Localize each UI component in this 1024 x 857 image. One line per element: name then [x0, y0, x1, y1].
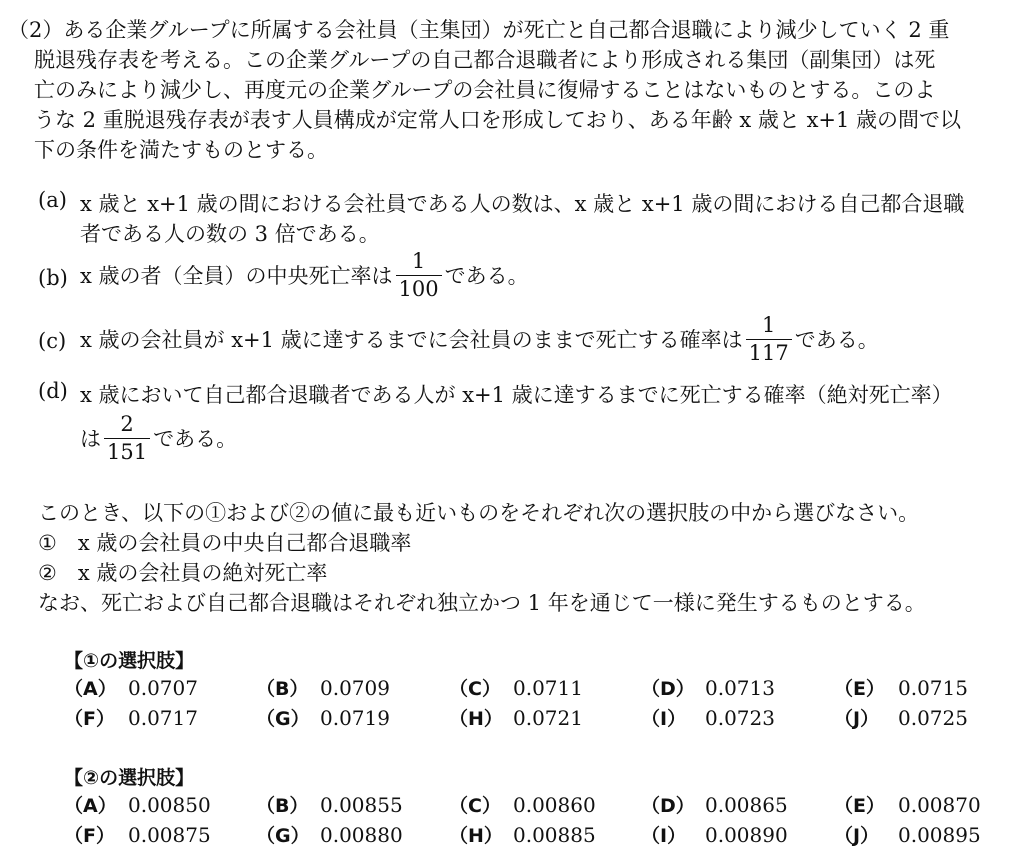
- condition-a-line2: 者である人の数の 3 倍である。: [80, 222, 380, 246]
- choice-option[interactable]: [256, 704, 390, 731]
- choice-value: 0.00870: [898, 793, 981, 817]
- condition-d-label: (d): [38, 379, 68, 403]
- choice-letter: （B）: [256, 795, 309, 817]
- choice-letter: （I）: [641, 825, 687, 847]
- choice-letter: （I）: [641, 708, 687, 730]
- choice-letter: （C）: [449, 678, 501, 700]
- fraction-b-denominator: 100: [396, 275, 442, 300]
- choice-value: 0.0709: [320, 676, 390, 700]
- choice-value: 0.0721: [513, 706, 583, 730]
- choice-value: 0.00855: [320, 793, 403, 817]
- choice-option[interactable]: [64, 821, 211, 848]
- condition-c-text: x 歳の会社員が x+1 歳に達するまでに会社員のままで死亡する確率は: [80, 328, 743, 352]
- choice-letter: （D）: [641, 795, 695, 817]
- condition-c-suffix: である。: [794, 328, 879, 352]
- choice-letter: （H）: [449, 825, 503, 847]
- choice-value: 0.00865: [705, 793, 788, 817]
- choice-option[interactable]: [256, 791, 403, 818]
- choice-value: 0.0713: [705, 676, 775, 700]
- choice-value: 0.00860: [513, 793, 596, 817]
- choice-letter: （G）: [256, 708, 310, 730]
- choice-option[interactable]: [834, 704, 968, 731]
- choice-option[interactable]: [449, 791, 596, 818]
- choice-value: 0.0725: [898, 706, 968, 730]
- choice-letter: （J）: [834, 708, 880, 730]
- choices-2-heading: 【②の選択肢】: [64, 767, 195, 789]
- condition-d-line1: x 歳において自己都合退職者である人が x+1 歳に達するまでに死亡する確率（絶対死亡率）: [80, 383, 953, 407]
- choice-letter: （J）: [834, 825, 880, 847]
- condition-a-line1: x 歳と x+1 歳の間における会社員である人の数は、x 歳と x+1 歳の間における自己都合退職: [80, 192, 965, 216]
- condition-c: [80, 311, 879, 367]
- choice-letter: （A）: [64, 795, 117, 817]
- choice-value: 0.0707: [128, 676, 198, 700]
- choice-value: 0.00850: [128, 793, 211, 817]
- choice-value: 0.00895: [898, 823, 981, 847]
- intro-line-5: 下の条件を満たすものとする。: [34, 138, 328, 162]
- choice-value: 0.00890: [705, 823, 788, 847]
- fraction-d: [104, 411, 150, 464]
- condition-a-label: (a): [38, 188, 67, 212]
- intro-line-3: 亡のみにより減少し、再度元の企業グループの会社員に復帰することはないものとする。このよ: [34, 78, 936, 102]
- choice-value: 0.00880: [320, 823, 403, 847]
- condition-d: [80, 410, 237, 466]
- condition-b-label: (b): [38, 266, 68, 290]
- choice-letter: （F）: [64, 825, 115, 847]
- choice-option[interactable]: [256, 821, 403, 848]
- choice-option[interactable]: [834, 674, 968, 701]
- intro-line-2: 脱退残存表を考える。この企業グループの自己都合退職者により形成される集団（副集団）は死: [34, 48, 936, 72]
- choices-1-heading: 【①の選択肢】: [64, 650, 195, 672]
- choice-letter: （G）: [256, 825, 310, 847]
- choice-value: 0.00885: [513, 823, 596, 847]
- choice-letter: （D）: [641, 678, 695, 700]
- question-item-1: ① x 歳の会社員の中央自己都合退職率: [38, 531, 412, 555]
- choice-option[interactable]: [256, 674, 390, 701]
- choice-option[interactable]: [449, 674, 583, 701]
- question-line-1: このとき、以下の①および②の値に最も近いものをそれぞれ次の選択肢の中から選びなさい。: [38, 501, 920, 525]
- question-item-2: ② x 歳の会社員の絶対死亡率: [38, 561, 328, 585]
- condition-b-suffix: である。: [444, 264, 529, 288]
- choice-value: 0.00875: [128, 823, 211, 847]
- fraction-d-numerator: 2: [120, 411, 134, 436]
- choice-letter: （A）: [64, 678, 117, 700]
- choice-option[interactable]: [641, 674, 775, 701]
- choice-option[interactable]: [641, 821, 788, 848]
- choice-letter: （E）: [834, 795, 885, 817]
- choice-letter: （C）: [449, 795, 501, 817]
- question-note: なお、死亡および自己都合退職はそれぞれ独立かつ 1 年を通じて一様に発生するものとする。: [38, 591, 926, 615]
- choice-value: 0.0719: [320, 706, 390, 730]
- choice-letter: （B）: [256, 678, 309, 700]
- choice-option[interactable]: [834, 791, 981, 818]
- fraction-d-denominator: 151: [104, 438, 150, 463]
- choice-option[interactable]: [834, 821, 981, 848]
- condition-c-label: (c): [38, 329, 67, 353]
- intro-line-4: うな 2 重脱退残存表が表す人員構成が定常人口を形成しており、ある年齢 x 歳と x+1 歳の間で以: [34, 108, 962, 132]
- choice-letter: （F）: [64, 708, 115, 730]
- choice-option[interactable]: [449, 821, 596, 848]
- condition-d-text: は: [80, 427, 101, 451]
- choice-option[interactable]: [641, 791, 788, 818]
- choice-option[interactable]: [641, 704, 775, 731]
- choice-value: 0.0715: [898, 676, 968, 700]
- choice-value: 0.0711: [513, 676, 583, 700]
- choice-option[interactable]: [449, 704, 583, 731]
- intro-line-1: （2）ある企業グループに所属する会社員（主集団）が死亡と自己都合退職により減少していく 2 重: [8, 18, 950, 42]
- choice-letter: （E）: [834, 678, 885, 700]
- choice-value: 0.0723: [705, 706, 775, 730]
- choice-value: 0.0717: [128, 706, 198, 730]
- fraction-b: [396, 248, 442, 301]
- fraction-c: [746, 312, 792, 365]
- choice-letter: （H）: [449, 708, 503, 730]
- choice-option[interactable]: [64, 674, 198, 701]
- condition-d-suffix: である。: [153, 427, 238, 451]
- fraction-c-denominator: 117: [746, 339, 792, 364]
- choice-option[interactable]: [64, 704, 198, 731]
- condition-b: [80, 247, 529, 303]
- fraction-c-numerator: 1: [762, 312, 776, 337]
- condition-b-text: x 歳の者（全員）の中央死亡率は: [80, 264, 393, 288]
- choice-option[interactable]: [64, 791, 211, 818]
- fraction-b-numerator: 1: [411, 248, 426, 273]
